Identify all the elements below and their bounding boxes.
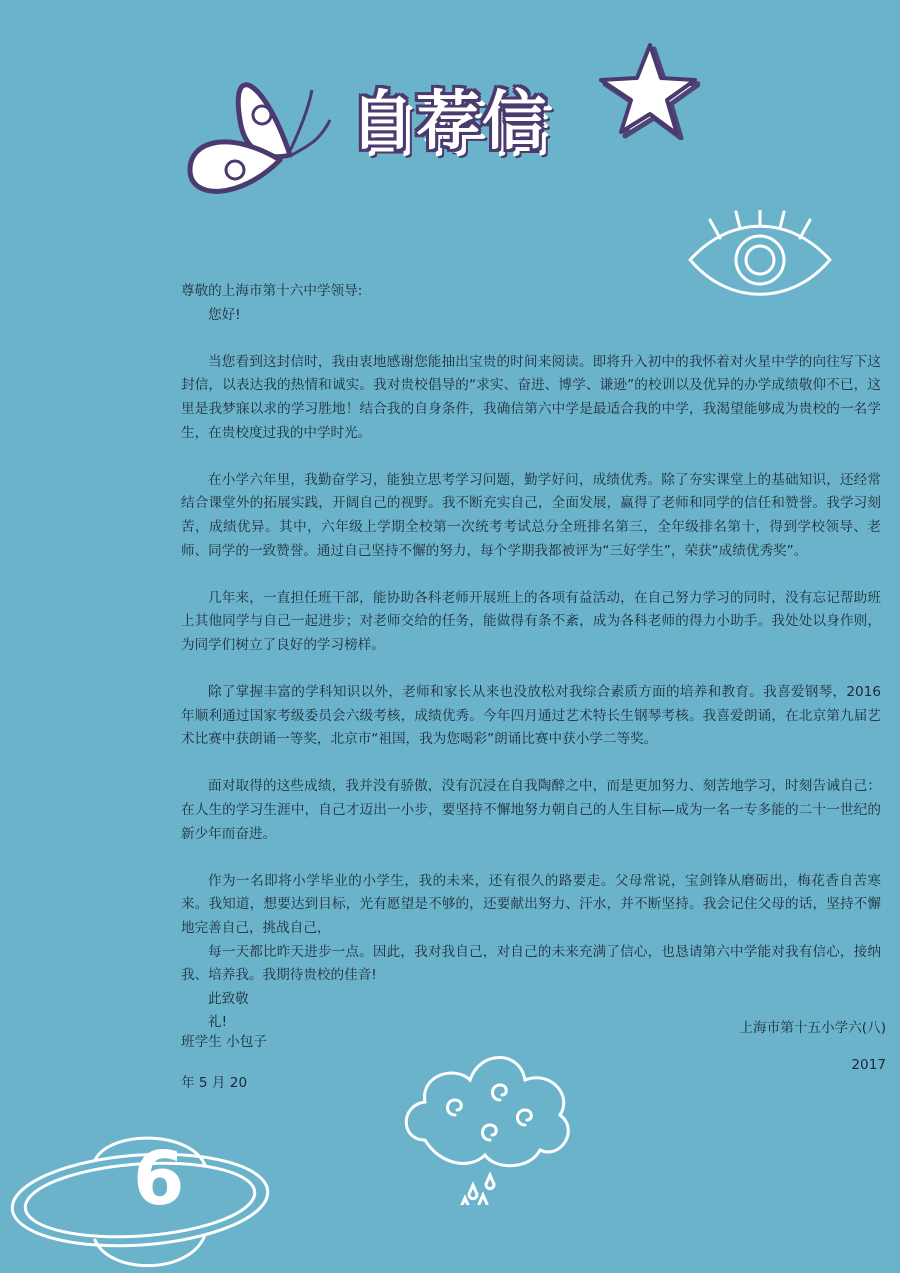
signature-school: 上海市第十五小学六(八): [739, 1020, 886, 1036]
butterfly-icon: [170, 60, 340, 210]
date-year: 2017: [851, 1057, 886, 1073]
cloud-icon: [395, 1040, 580, 1205]
closing-line-1: 此致敬: [208, 990, 249, 1007]
star-icon: [595, 40, 700, 140]
page-number: 6: [133, 1136, 185, 1222]
paragraph-1: 当您看到这封信时，我由衷地感谢您能抽出宝贵的时间来阅读。即将升入初中的我怀着对火星中学的向往写下这封信，以表达我的热情和诚实。我对贵校倡导的“求实、奋进、博学、谦逊”的校训以及优异的办学成绩敬仰不已，这里是我梦寐以求的学习胜地！结合我的自身条件，我确信第六中学是最适合我的中学，我渴望能够成为贵校的一名学生，在贵校度过我的中学时光。: [181, 353, 881, 441]
letter-body: [181, 280, 881, 1035]
paragraph-7: 每一天都比昨天进步一点。因此，我对我自己，对自己的未来充满了信心，也恳请第六中学能对我有信心，接纳我、培养我。我期待贵校的佳音!: [181, 943, 881, 984]
salutation: 尊敬的上海市第十六中学领导:: [181, 283, 363, 299]
paragraph-5: 面对取得的这些成绩，我并没有骄傲，没有沉浸在自我陶醉之中，而是更加努力、刻苦地学习，时刻告诫自己：在人生的学习生涯中，自己才迈出一小步，要坚持不懈地努力朝自己的人生目标—成为一名一专多能的二十一世纪的新少年而奋进。: [181, 778, 881, 842]
greeting: 您好!: [208, 306, 241, 323]
paragraph-4: 除了掌握丰富的学科知识以外，老师和家长从来也没放松对我综合素质方面的培养和教育。我喜爱钢琴，2016 年顺利通过国家考级委员会六级考核，成绩优秀。今年四月通过艺术特长生钢琴考核。我喜爱朗诵，在北京第九届艺术比赛中获朗诵一等奖，北京市“祖国，我为您喝彩”朗诵比赛中获小学二等奖。: [181, 684, 881, 748]
signature-class: 班学生 小包子: [181, 1034, 267, 1050]
closing-line-2: 礼!: [208, 1014, 228, 1031]
paragraph-2: 在小学六年里，我勤奋学习，能独立思考学习问题，勤学好问，成绩优秀。除了夯实课堂上的基础知识，还经常结合课堂外的拓展实践，开阔自己的视野。我不断充实自己，全面发展，赢得了老师和同学的信任和赞誉。我学习刻苦，成绩优异。其中，六年级上学期全校第一次统考考试总分全班排名第三，全年级排名第十，得到学校领导、老师、同学的一致赞誉。通过自己坚持不懈的努力，每个学期我都被评为“三好学生”，荣获“成绩优秀奖”。: [181, 471, 881, 559]
paragraph-3: 几年来，一直担任班干部，能协助各科老师开展班上的各项有益活动，在自己努力学习的同时，没有忘记帮助班上其他同学与自己一起进步；对老师交给的任务，能做得有条不紊，成为各科老师的得力小助手。我处处以身作则，为同学们树立了良好的学习榜样。: [181, 589, 881, 653]
paragraph-6: 作为一名即将小学毕业的小学生，我的未来，还有很久的路要走。父母常说，宝剑锋从磨砺出，梅花香自苦寒来。我知道，想要达到目标，光有愿望是不够的，还要献出努力、汗水，并不断坚持。我会记住父母的话，坚持不懈地完善自己，挑战自己，: [181, 872, 881, 937]
page-title: 自荐信: [350, 85, 548, 159]
title-banner: [350, 85, 548, 159]
date-rest: 年 5 月 20: [181, 1075, 248, 1091]
